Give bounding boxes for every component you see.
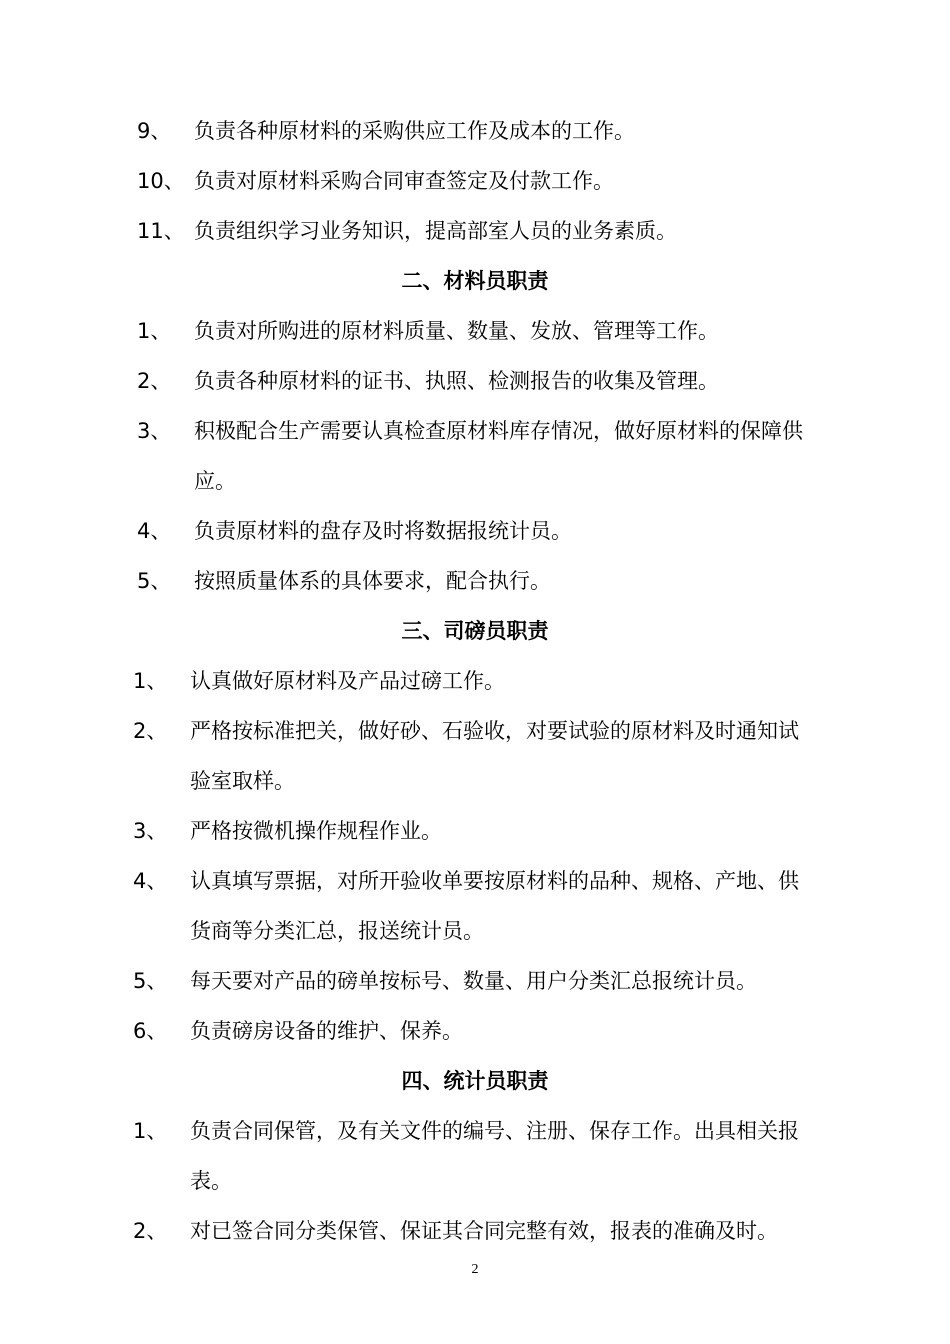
list-item-text: 负责对所购进的原材料质量、数量、发放、管理等工作。 <box>194 319 719 343</box>
list-item-number: 1、 <box>133 1119 168 1143</box>
list-item-text: 积极配合生产需要认真检查原材料库存情况，做好原材料的保障供 <box>194 419 803 443</box>
list-item-text: 按照质量体系的具体要求，配合执行。 <box>194 569 551 593</box>
list-item-text: 应。 <box>194 469 236 493</box>
list-item-text: 负责磅房设备的维护、保养。 <box>190 1019 463 1043</box>
list-item-number: 2、 <box>133 719 168 743</box>
list-item-number: 4、 <box>137 519 172 543</box>
list-item-text: 负责原材料的盘存及时将数据报统计员。 <box>194 519 572 543</box>
list-item-text: 负责各种原材料的采购供应工作及成本的工作。 <box>194 119 635 143</box>
list-item-text: 严格按微机操作规程作业。 <box>190 819 442 843</box>
list-item-text: 表。 <box>190 1169 232 1193</box>
list-item-text: 负责合同保管，及有关文件的编号、注册、保存工作。出具相关报 <box>190 1119 799 1143</box>
section-heading: 二、材料员职责 <box>401 269 549 293</box>
page-number: 2 <box>471 1262 479 1277</box>
list-item-text: 认真做好原材料及产品过磅工作。 <box>190 669 505 693</box>
list-item-number: 3、 <box>137 419 172 443</box>
list-item-text: 每天要对产品的磅单按标号、数量、用户分类汇总报统计员。 <box>190 969 757 993</box>
list-item-number: 11、 <box>137 219 185 243</box>
list-item-number: 6、 <box>133 1019 168 1043</box>
list-item-number: 1、 <box>133 669 168 693</box>
list-item-text: 严格按标准把关，做好砂、石验收，对要试验的原材料及时通知试 <box>190 719 799 743</box>
list-item-text: 认真填写票据，对所开验收单要按原材料的品种、规格、产地、供 <box>190 869 799 893</box>
list-item-number: 3、 <box>133 819 168 843</box>
section-heading: 四、统计员职责 <box>401 1069 549 1093</box>
list-item-number: 5、 <box>137 569 172 593</box>
list-item-text: 验室取样。 <box>190 769 295 793</box>
list-item-number: 1、 <box>137 319 172 343</box>
section-heading: 三、司磅员职责 <box>401 619 549 643</box>
list-item-number: 9、 <box>137 119 172 143</box>
list-item-text: 货商等分类汇总，报送统计员。 <box>190 919 484 943</box>
list-item-text: 负责组织学习业务知识，提高部室人员的业务素质。 <box>194 219 677 243</box>
list-item-number: 2、 <box>137 369 172 393</box>
list-item-number: 4、 <box>133 869 168 893</box>
list-item-number: 5、 <box>133 969 168 993</box>
list-item-text: 负责各种原材料的证书、执照、检测报告的收集及管理。 <box>194 369 719 393</box>
list-item-number: 2、 <box>133 1219 168 1243</box>
list-item-text: 负责对原材料采购合同审查签定及付款工作。 <box>194 169 614 193</box>
list-item-number: 10、 <box>137 169 185 193</box>
list-item-text: 对已签合同分类保管、保证其合同完整有效，报表的准确及时。 <box>190 1219 778 1243</box>
